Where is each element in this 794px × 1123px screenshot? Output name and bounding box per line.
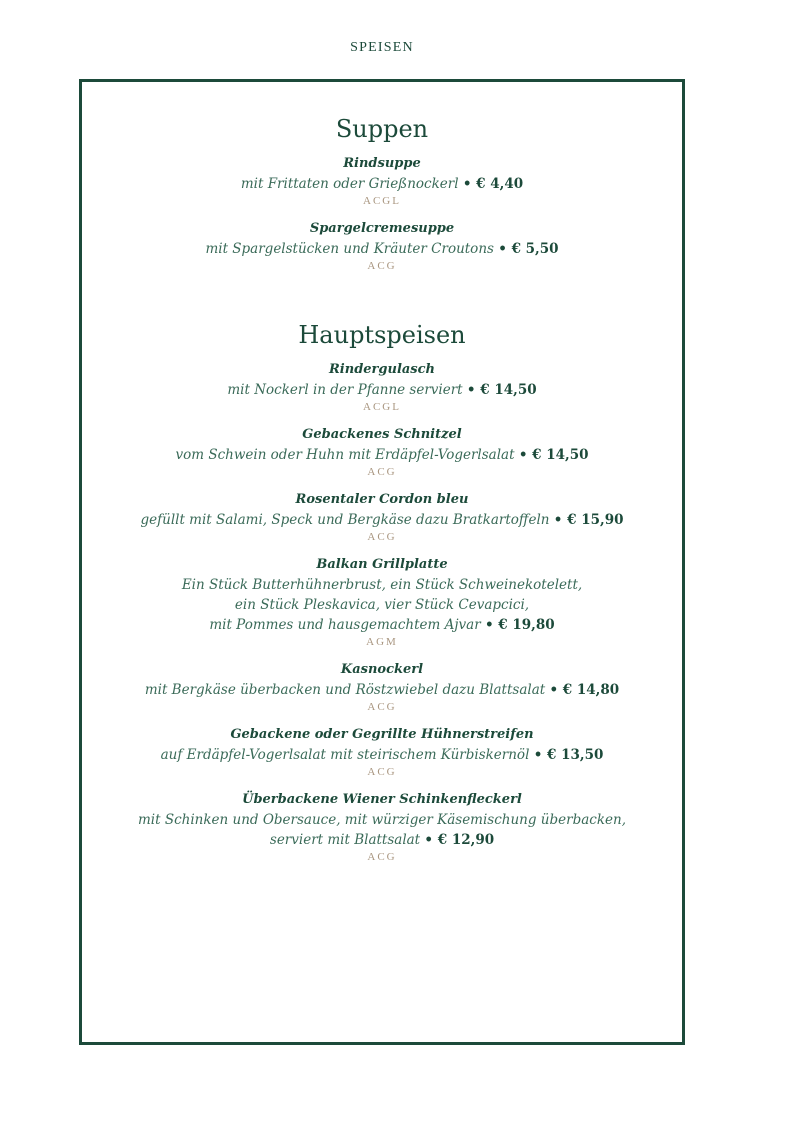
menu-item-description-line — [82, 174, 682, 194]
menu-item-description-line — [82, 615, 682, 635]
menu-item-description-text: mit Spargelstücken und Kräuter Croutons — [205, 241, 494, 257]
menu-item-name: Überbackene Wiener Schinkenfleckerl — [242, 792, 522, 807]
menu-item-description-text: Ein Stück Butterhühnerbrust, ein Stück Schweinekotelett, — [181, 577, 583, 593]
menu-item-allergens: ACGL — [363, 401, 401, 413]
menu-item-name: Kasnockerl — [340, 662, 424, 677]
menu-item-name: Gebackenes Schnitzel — [302, 427, 462, 442]
menu-item — [82, 425, 682, 479]
menu-item-allergens: ACG — [367, 851, 397, 863]
menu-item-price: • € 14,50 — [466, 382, 537, 398]
menu-item-name: Rosentaler Cordon bleu — [295, 492, 469, 507]
menu-item-description-line — [82, 595, 682, 615]
menu-item-name: Balkan Grillplatte — [316, 557, 448, 572]
menu-item — [82, 660, 682, 714]
menu-item-description-line — [82, 380, 682, 400]
menu-item-description — [82, 174, 682, 194]
menu-item-allergens: ACG — [367, 260, 397, 272]
section-hauptspeisen — [82, 320, 682, 875]
menu-item-price: • € 13,50 — [533, 747, 604, 763]
menu-item-name: Rindergulasch — [329, 362, 435, 377]
menu-item-description-line — [82, 575, 682, 595]
menu-item-description-text: serviert mit Blattsalat — [269, 832, 421, 848]
menu-item — [82, 790, 682, 864]
menu-item-allergens: AGM — [366, 636, 398, 648]
menu-item-description-line — [82, 680, 682, 700]
menu-item-description — [82, 810, 682, 850]
menu-item-description-text: ein Stück Pleskavica, vier Stück Cevapcici, — [234, 597, 530, 613]
menu-item — [82, 490, 682, 544]
menu-item — [82, 360, 682, 414]
menu-item — [82, 154, 682, 208]
menu-item — [82, 555, 682, 649]
menu-item-description-text: mit Frittaten oder Grießnockerl — [240, 176, 459, 192]
menu-item-description-text: mit Bergkäse überbacken und Röstzwiebel dazu Blattsalat — [144, 682, 546, 698]
section-title: Hauptspeisen — [298, 321, 466, 349]
menu-item-price: • € 15,90 — [553, 512, 624, 528]
menu-frame — [79, 79, 685, 1045]
menu-item-description-line — [82, 810, 682, 830]
menu-item-description-text: mit Schinken und Obersauce, mit würziger Käsemischung überbacken, — [138, 812, 626, 828]
menu-item-allergens: ACG — [367, 701, 397, 713]
menu-item-description-line — [82, 745, 682, 765]
menu-item-description — [82, 445, 682, 465]
menu-item-allergens: ACG — [367, 466, 397, 478]
menu-item-description-text: vom Schwein oder Huhn mit Erdäpfel-Vogerlsalat — [175, 447, 515, 463]
menu-item-description-line — [82, 830, 682, 850]
menu-item-name: Gebackene oder Gegrillte Hühnerstreifen — [230, 727, 534, 742]
menu-item-description-text: mit Nockerl in der Pfanne serviert — [227, 382, 463, 398]
menu-item-price: • € 19,80 — [484, 617, 555, 633]
menu-item-price: • € 14,80 — [549, 682, 620, 698]
menu-item-description-line — [82, 510, 682, 530]
section-suppen — [82, 114, 682, 284]
menu-item-description-line — [82, 239, 682, 259]
menu-item-allergens: ACG — [367, 531, 397, 543]
menu-item — [82, 219, 682, 273]
menu-item-allergens: ACGL — [363, 195, 401, 207]
menu-item-description — [82, 380, 682, 400]
menu-item-price: • € 5,50 — [498, 241, 559, 257]
menu-item-description — [82, 575, 682, 635]
menu-item-name: Spargelcremesuppe — [309, 221, 455, 236]
menu-item-description — [82, 239, 682, 259]
menu-item — [82, 725, 682, 779]
menu-item-price: • € 4,40 — [462, 176, 524, 192]
menu-item-price: • € 12,90 — [424, 832, 495, 848]
menu-item-description-text: gefüllt mit Salami, Speck und Bergkäse dazu Bratkartoffeln — [140, 512, 550, 528]
menu-item-description-text: auf Erdäpfel-Vogerlsalat mit steirischem Kürbiskernöl — [160, 747, 530, 763]
section-title: Suppen — [335, 115, 429, 143]
menu-item-description-line — [82, 445, 682, 465]
page-title: SPEISEN — [350, 40, 414, 55]
menu-item-price: • € 14,50 — [518, 447, 589, 463]
menu-item-name: Rindsuppe — [343, 156, 421, 171]
menu-item-description-text: mit Pommes und hausgemachtem Ajvar — [209, 617, 481, 633]
menu-item-description — [82, 510, 682, 530]
menu-item-allergens: ACG — [367, 766, 397, 778]
menu-item-description — [82, 680, 682, 700]
menu-item-description — [82, 745, 682, 765]
